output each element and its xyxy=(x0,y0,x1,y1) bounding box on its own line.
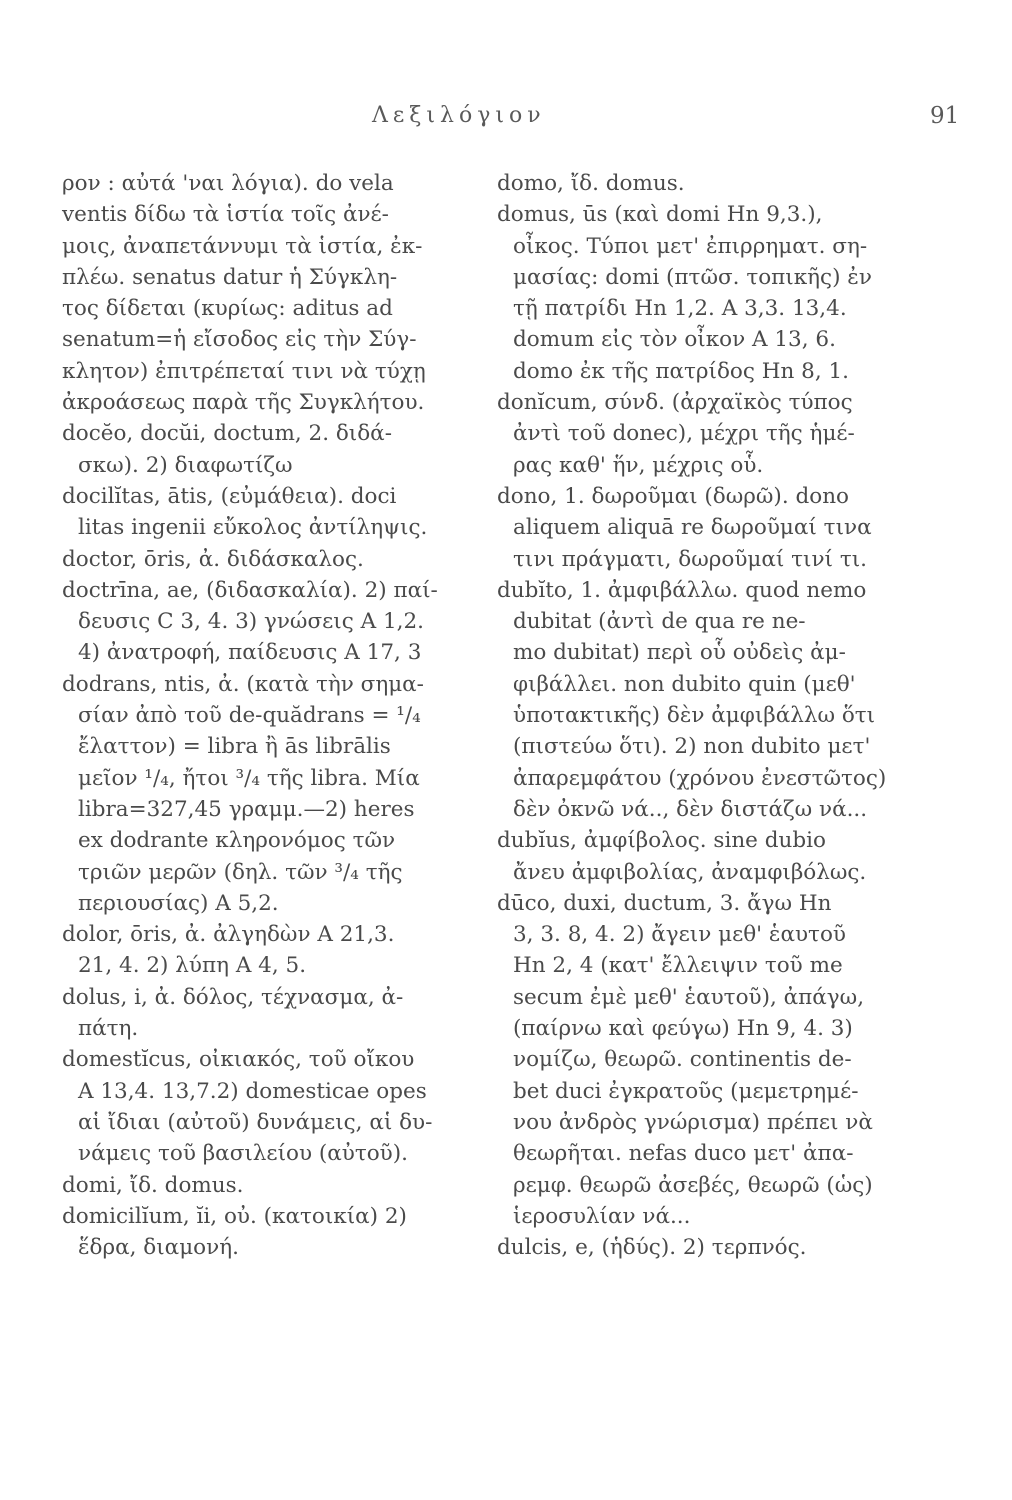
entry-line: doctor, ōris, ἀ. διδάσκαλος. xyxy=(62,546,364,572)
right-column xyxy=(497,168,912,1263)
entry-line: νου ἀνδρὸς γνώρισμα) πρέπει νὰ xyxy=(513,1109,873,1135)
entry-line: οἶκος. Τύποι μετ' ἐπιρρηματ. ση- xyxy=(513,233,868,259)
entry-line: 21, 4. 2) λύπη A 4, 5. xyxy=(78,953,307,979)
entry-line: φιβάλλει. non dubito quin (μεθ' xyxy=(513,671,856,697)
entry-line: dūco, duxi, ductum, 3. ἄγω Hn xyxy=(497,890,832,916)
entry-line: ἀπαρεμφάτου (χρόνου ἐνεστῶτος) xyxy=(513,765,887,791)
entry-line: (παίρνω καὶ φεύγω) Hn 9, 4. 3) xyxy=(513,1016,853,1042)
entry-line: docilĭtas, ātis, (εὐμάθεια). doci xyxy=(62,483,397,509)
entry-line: domus, ūs (καὶ domi Hn 9,3.), xyxy=(497,202,823,228)
entry-line: ἱεροσυλίαν νά... xyxy=(513,1203,691,1229)
entry-line: περιουσίας) A 5,2. xyxy=(78,890,279,916)
entry-line: μοις, ἀναπετάννυμι τὰ ἱστία, ἐκ- xyxy=(62,233,423,259)
entry-line: τινι πράγματι, δωροῦμαί τινί τι. xyxy=(513,546,867,572)
entry-line: πλέω. senatus datur ἡ Σύγκλη- xyxy=(62,264,398,290)
entry-line: libra=327,45 γραμμ.—2) heres xyxy=(78,796,415,822)
entry-line: (πιστεύω ὅτι). 2) non dubito μετ' xyxy=(513,734,871,760)
entry-line: ἔλαττον) = libra ἢ ās librālis xyxy=(78,734,391,760)
entry-line: θεωρῆται. nefas duco μετ' ἀπα- xyxy=(513,1141,854,1167)
entry-line: dubĭus, ἀμφίβολος. sine dubio xyxy=(497,828,826,854)
entry-line: 3, 3. 8, 4. 2) ἄγειν μεθ' ἑαυτοῦ xyxy=(513,922,846,948)
entry-line: secum ἐμὲ μεθ' ἑαυτοῦ), ἀπάγω, xyxy=(513,984,865,1010)
entry-line: ἕδρα, διαμονή. xyxy=(78,1235,239,1261)
entry-line: dubĭto, 1. ἀμφιβάλλω. quod nemo xyxy=(497,577,867,603)
running-header: Λεξιλόγιον xyxy=(372,103,546,128)
left-column xyxy=(62,168,477,1263)
entry-line: σίαν ἀπὸ τοῦ de-quădrans = ¹/₄ xyxy=(78,703,421,729)
page-number: 91 xyxy=(930,103,960,129)
entry-line: δευσις C 3, 4. 3) γνώσεις A 1,2. xyxy=(78,609,424,635)
entry-line: ex dodrante κληρονόμος τῶν xyxy=(78,828,396,854)
entry-line: domicilĭum, ĭi, οὐ. (κατοικία) 2) xyxy=(62,1203,407,1229)
entry-line: σκω). 2) διαφωτίζω xyxy=(78,452,293,478)
entry-line: κλητον) ἐπιτρέπεταί τινι νὰ τύχῃ xyxy=(62,358,426,384)
entry-line: donĭcum, σύνδ. (ἀρχαϊκὸς τύπος xyxy=(497,390,853,416)
entry-line: docĕo, docŭi, doctum, 2. διδά- xyxy=(62,421,392,447)
entry-line: δὲν ὀκνῶ νά.., δὲν διστάζω νά... xyxy=(513,796,868,822)
entry-line: ρεμφ. θεωρῶ ἀσεβές, θεωρῶ (ὡς) xyxy=(513,1172,873,1198)
entry-line: dodrans, ntis, ἀ. (κατὰ τὴν σημα- xyxy=(62,671,424,697)
entry-line: μασίας: domi (πτῶσ. τοπικῆς) ἐν xyxy=(513,264,872,290)
entry-line: ἀκροάσεως παρὰ τῆς Συγκλήτου. xyxy=(62,390,425,416)
entry-line: domestĭcus, οἰκιακός, τοῦ οἴκου xyxy=(62,1047,415,1073)
entry-line: domo ἐκ τῆς πατρίδος Hn 8, 1. xyxy=(513,358,850,384)
entry-line: ρας καθ' ἥν, μέχρις οὗ. xyxy=(513,452,764,478)
entry-line: αἱ ἴδιαι (αὐτοῦ) δυνάμεις, αἱ δυ- xyxy=(78,1109,433,1135)
entry-line: ἀντὶ τοῦ donec), μέχρι τῆς ἡμέ- xyxy=(513,421,855,447)
entry-line: ventis δίδω τὰ ἱστία τοῖς ἀνέ- xyxy=(62,202,389,228)
entry-line: πάτη. xyxy=(78,1016,139,1042)
entry-line: aliquem aliquā re δωροῦμαί τινα xyxy=(513,515,872,541)
entry-line: senatum=ἡ εἴσοδος εἰς τὴν Σύγ- xyxy=(62,327,417,353)
entry-line: dono, 1. δωροῦμαι (δωρῶ). dono xyxy=(497,483,849,509)
entry-line: ὑποτακτικῆς) δὲν ἀμφιβάλλω ὅτι xyxy=(513,703,876,729)
entry-line: dolor, ōris, ἀ. ἀλγηδὼν A 21,3. xyxy=(62,922,395,948)
entry-line: domum εἰς τὸν οἶκον A 13, 6. xyxy=(513,327,836,353)
entry-line: domo, ἴδ. domus. xyxy=(497,171,685,196)
entry-line: dulcis, e, (ἡδύς). 2) τερπνός. xyxy=(497,1235,807,1261)
entry-line: bet duci ἐγκρατοῦς (μεμετρημέ- xyxy=(513,1078,859,1104)
entry-line: ρον : αὐτά 'ναι λόγια). do vela xyxy=(62,171,394,196)
entry-line: νομίζω, θεωρῶ. continentis de- xyxy=(513,1047,852,1073)
entry-line: μεῖον ¹/₄, ἤτοι ³/₄ τῆς libra. Μία xyxy=(78,765,420,791)
entry-line: τριῶν μερῶν (δηλ. τῶν ³/₄ τῆς xyxy=(78,859,403,885)
entry-line: dubitat (ἀντὶ de qua re ne- xyxy=(513,609,806,635)
entry-line: mo dubitat) περὶ οὗ οὐδεὶς ἀμ- xyxy=(513,640,846,666)
entry-line: ἄνευ ἀμφιβολίας, ἀναμφιβόλως. xyxy=(513,859,867,885)
entry-line: τῇ πατρίδι Hn 1,2. A 3,3. 13,4. xyxy=(513,296,847,322)
entry-line: A 13,4. 13,7.2) domesticae opes xyxy=(78,1078,427,1104)
entry-line: νάμεις τοῦ βασιλείου (αὐτοῦ). xyxy=(78,1141,408,1167)
entry-line: dolus, i, ἀ. δόλος, τέχνασμα, ἀ- xyxy=(62,984,404,1010)
entry-line: τος δίδεται (κυρίως: aditus ad xyxy=(62,296,393,322)
entry-line: domi, ἴδ. domus. xyxy=(62,1172,244,1198)
entry-line: litas ingenii εὔκολος ἀντίληψις. xyxy=(78,515,428,541)
entry-line: doctrīna, ae, (διδασκαλία). 2) παί- xyxy=(62,577,438,603)
entry-line: 4) ἀνατροφή, παίδευσις A 17, 3 xyxy=(78,640,422,666)
entry-line: Hn 2, 4 (κατ' ἔλλειψιν τοῦ me xyxy=(513,953,843,979)
